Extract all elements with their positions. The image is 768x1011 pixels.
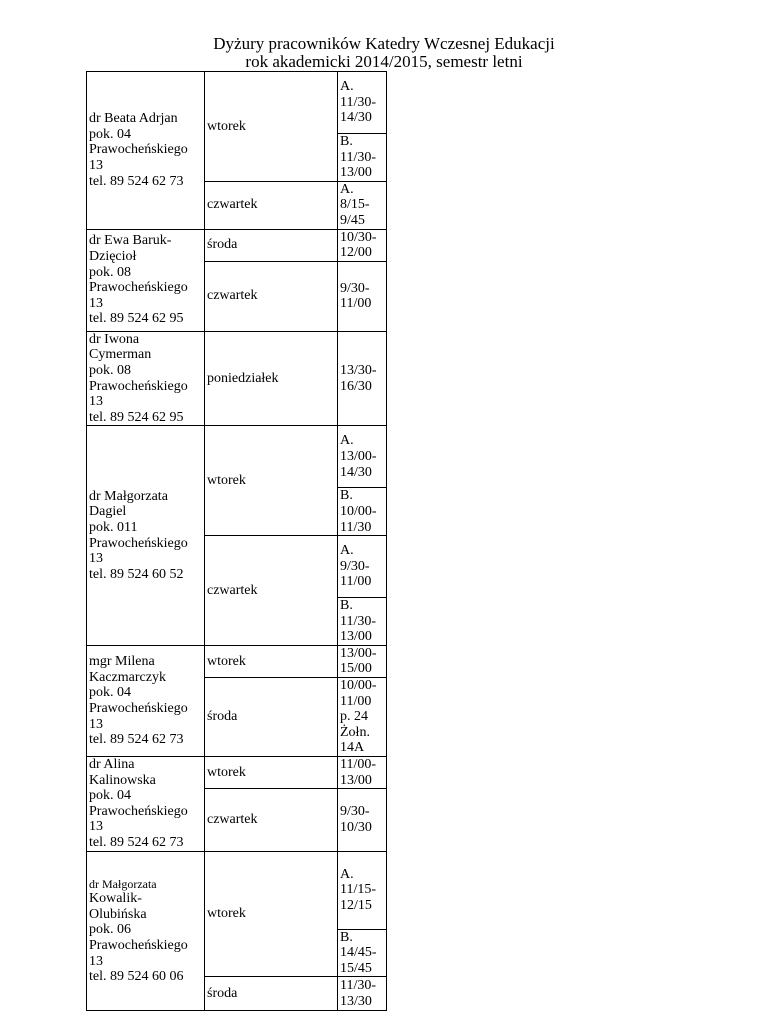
day-cell: czwartek <box>205 789 338 851</box>
time-cell <box>338 134 387 182</box>
time-cell <box>338 488 387 536</box>
time-line: A. <box>340 543 354 559</box>
page-subtitle: rok akademicki 2014/2015, semestr letni <box>245 52 523 71</box>
staff-info-cell <box>87 851 205 1011</box>
time-cell <box>338 229 387 261</box>
day-cell: środa <box>205 977 338 1011</box>
duty-schedule-table <box>86 71 387 1011</box>
staff-info-line: Prawocheńskiego <box>89 803 188 819</box>
table-row <box>87 331 387 426</box>
time-line: 14A <box>340 740 365 756</box>
day-cell: czwartek <box>205 181 338 229</box>
table-row <box>87 72 387 134</box>
day-cell: poniedziałek <box>205 331 338 426</box>
staff-info-line: tel. 89 524 60 06 <box>89 969 184 985</box>
staff-info-line: pok. 08 <box>89 264 131 280</box>
staff-info-line: tel. 89 524 62 95 <box>89 409 184 425</box>
staff-info-line: Prawocheńskiego <box>89 700 188 716</box>
staff-info-line: pok. 04 <box>89 788 131 804</box>
staff-info-line: Prawocheńskiego <box>89 937 188 953</box>
time-line: 13/30 <box>340 993 372 1009</box>
time-line: 13/00- <box>340 645 377 661</box>
staff-info-line: Kalinowska <box>89 772 156 788</box>
time-line: 8/15- <box>340 197 370 213</box>
time-line: 11/00 <box>340 693 372 709</box>
staff-info-line: 13 <box>89 551 103 567</box>
staff-info-line: Prawocheńskiego <box>89 378 188 394</box>
time-line: 14/30 <box>340 110 372 126</box>
staff-info-cell <box>87 426 205 646</box>
day-cell: wtorek <box>205 426 338 536</box>
staff-info-line: 13 <box>89 716 103 732</box>
time-line: 11/30- <box>340 94 377 110</box>
time-line: 11/30 <box>340 519 372 535</box>
time-cell <box>338 678 387 757</box>
time-cell <box>338 181 387 229</box>
staff-info-line: pok. 011 <box>89 520 138 535</box>
staff-info-line: dr Iwona <box>89 331 140 347</box>
time-line: 9/30- <box>340 558 370 574</box>
time-cell <box>338 72 387 134</box>
time-line: 13/00- <box>340 449 377 465</box>
day-cell: wtorek <box>205 851 338 977</box>
staff-info-cell <box>87 331 205 426</box>
time-line: 14/45- <box>340 945 377 961</box>
time-line: 11/15- <box>340 882 377 898</box>
time-cell <box>338 331 387 426</box>
staff-info-line: Cymerman <box>89 347 152 363</box>
staff-info-line: Prawocheńskiego <box>89 142 188 158</box>
time-line: 13/00 <box>340 165 372 181</box>
staff-info-line: tel. 89 524 62 73 <box>89 732 184 748</box>
time-line: 9/45 <box>340 212 365 228</box>
staff-info-line: Kowalik- <box>89 891 142 907</box>
table-row <box>87 426 387 488</box>
time-cell <box>338 426 387 488</box>
staff-info-line: pok. 06 <box>89 922 131 938</box>
time-line: Żołn. <box>340 724 370 740</box>
time-line: A. <box>340 181 354 197</box>
staff-info-line: 13 <box>89 819 103 835</box>
day-cell: wtorek <box>205 645 338 677</box>
staff-info-line: dr Małgorzata <box>89 877 157 892</box>
time-line: 15/45 <box>340 960 372 976</box>
table-row <box>87 757 387 789</box>
staff-info-line: Prawocheńskiego <box>89 280 188 296</box>
staff-info-line: tel. 89 524 60 52 <box>89 566 184 582</box>
staff-info-cell <box>87 229 205 331</box>
page-title: Dyżury pracowników Katedry Wczesnej Edukacji <box>213 34 555 53</box>
day-cell: środa <box>205 678 338 757</box>
time-cell <box>338 789 387 851</box>
time-line: B. <box>340 598 353 614</box>
staff-info-line: dr Małgorzata <box>89 488 168 504</box>
staff-info-line: dr Alina <box>89 757 135 773</box>
staff-info-line: Dagiel <box>89 504 127 520</box>
time-line: 11/00- <box>340 757 377 773</box>
staff-info-cell <box>87 757 205 852</box>
staff-info-line: dr Ewa Baruk- <box>89 233 172 249</box>
time-line: B. <box>340 488 353 504</box>
time-line: 13/00 <box>340 772 372 788</box>
time-line: 11/00 <box>340 296 372 312</box>
staff-info-line: pok. 08 <box>89 362 131 378</box>
staff-info-line: mgr Milena <box>89 654 155 670</box>
staff-info-line: Kaczmarczyk <box>89 669 166 685</box>
time-line: 11/00 <box>340 574 372 590</box>
time-cell <box>338 851 387 929</box>
day-cell: czwartek <box>205 261 338 331</box>
day-cell: czwartek <box>205 536 338 646</box>
table-row <box>87 851 387 929</box>
staff-info-line: pok. 04 <box>89 685 131 701</box>
time-cell <box>338 598 387 646</box>
day-cell: wtorek <box>205 72 338 182</box>
staff-info-line: 13 <box>89 394 103 410</box>
time-line: A. <box>340 866 354 882</box>
staff-info-line: tel. 89 524 62 95 <box>89 311 184 327</box>
staff-info-line: tel. 89 524 62 73 <box>89 173 184 189</box>
time-line: A. <box>340 433 354 449</box>
time-line: 11/30- <box>340 978 377 994</box>
staff-info-line: tel. 89 524 62 73 <box>89 835 184 850</box>
staff-info-line: Prawocheńskiego <box>89 535 188 551</box>
staff-info-line: pok. 04 <box>89 126 131 142</box>
time-line: 11/30- <box>340 149 377 165</box>
table-row <box>87 229 387 261</box>
time-line: 9/30- <box>340 804 370 820</box>
staff-info-line: dr Beata Adrjan <box>89 111 178 127</box>
time-line: 15/00 <box>340 661 372 677</box>
time-line: 10/00- <box>340 678 377 694</box>
time-cell <box>338 261 387 331</box>
time-cell <box>338 536 387 598</box>
time-line: 13/00 <box>340 629 372 645</box>
time-line: 12/00 <box>340 245 372 261</box>
time-line: 9/30- <box>340 280 370 296</box>
staff-info-line: Olubińska <box>89 906 147 922</box>
time-line: 13/30- <box>340 362 377 378</box>
time-line: B. <box>340 134 353 149</box>
time-cell <box>338 757 387 789</box>
time-line: B. <box>340 929 353 945</box>
day-cell: wtorek <box>205 757 338 789</box>
time-line: 11/30- <box>340 613 377 629</box>
table-row <box>87 645 387 677</box>
time-line: 14/30 <box>340 464 372 480</box>
staff-info-line: 13 <box>89 295 103 311</box>
time-line: A. <box>340 79 354 95</box>
staff-info-line: 13 <box>89 953 103 969</box>
staff-info-line: 13 <box>89 158 103 174</box>
time-line: p. 24 <box>340 709 368 725</box>
time-cell <box>338 645 387 677</box>
time-line: 12/15 <box>340 897 372 913</box>
time-line: 10/30- <box>340 229 377 245</box>
time-line: 10/00- <box>340 503 377 519</box>
time-cell <box>338 929 387 977</box>
time-line: 10/30 <box>340 819 372 835</box>
time-line: 16/30 <box>340 378 372 394</box>
staff-info-cell <box>87 645 205 756</box>
staff-info-line: Dzięcioł <box>89 248 137 264</box>
day-cell: środa <box>205 229 338 261</box>
staff-info-cell <box>87 72 205 230</box>
